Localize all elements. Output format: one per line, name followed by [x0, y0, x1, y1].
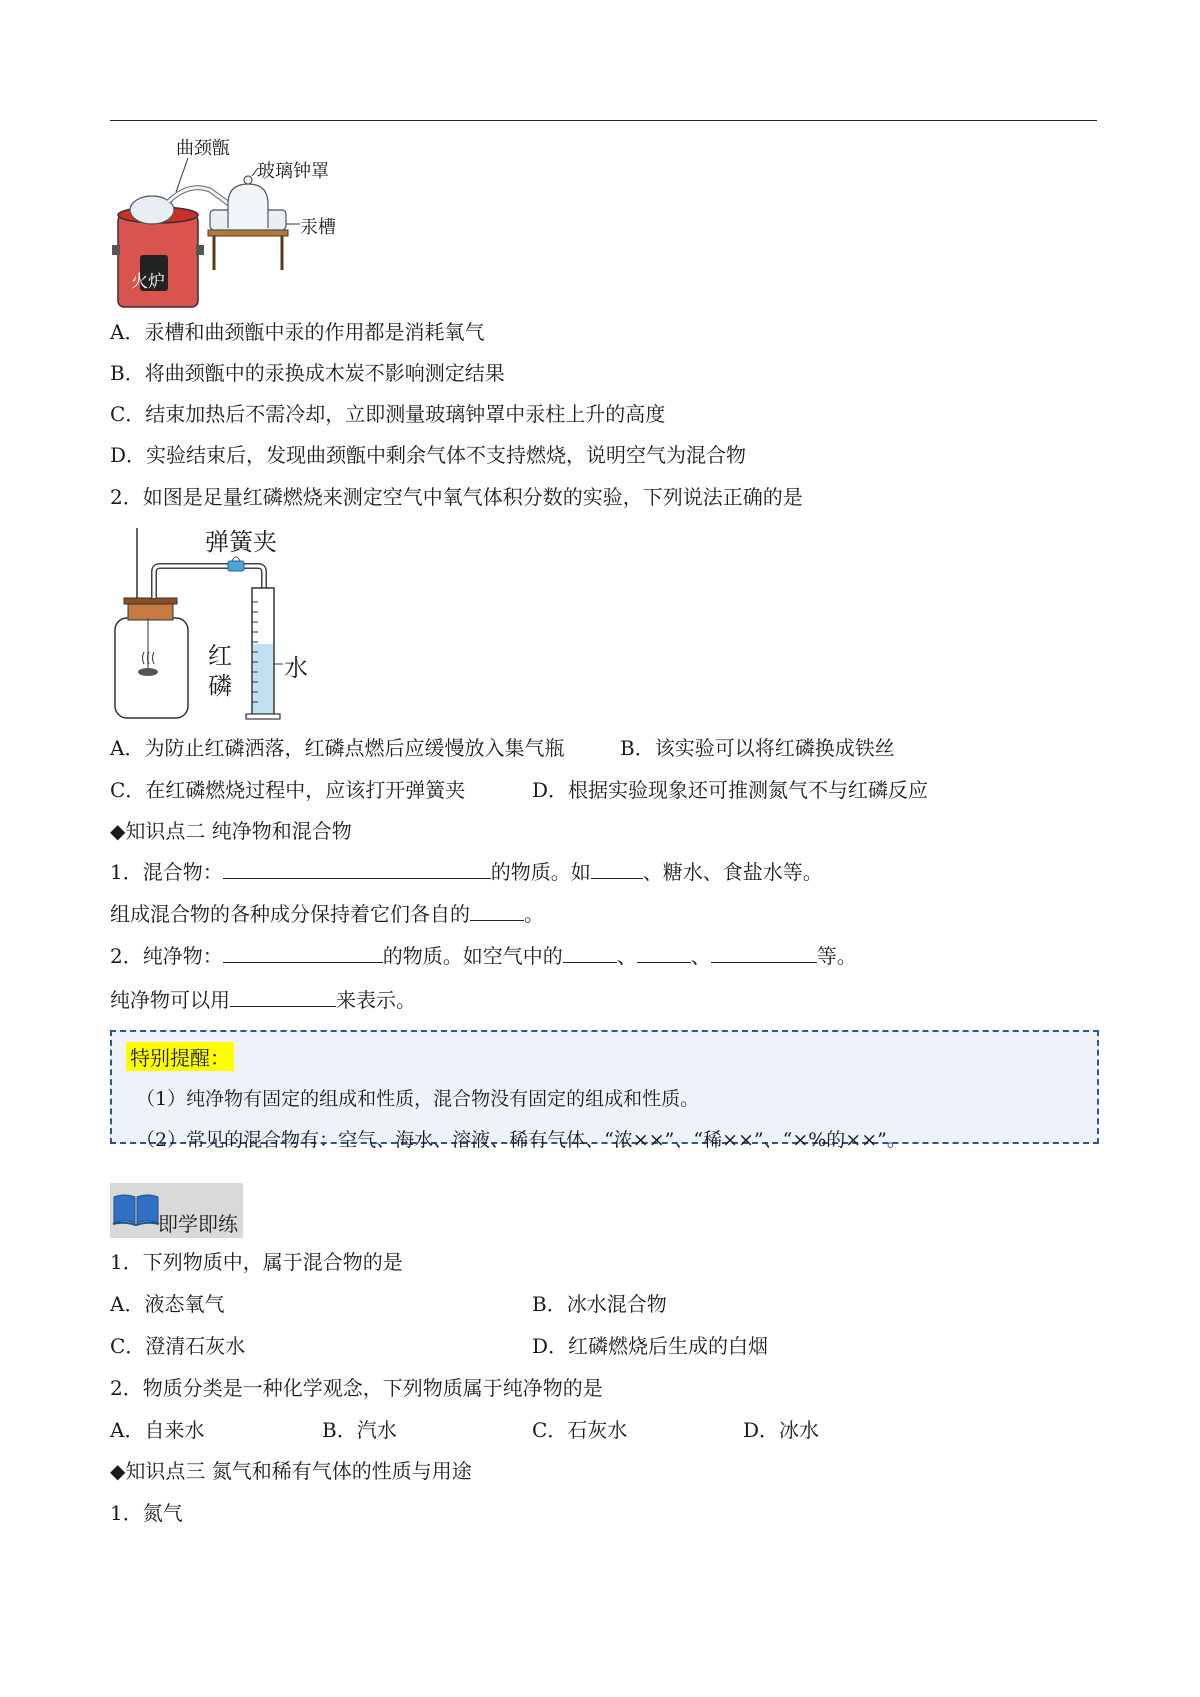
q2-option-d: D．根据实验现象还可推测氮气不与红磷反应 — [532, 778, 929, 802]
mixture-property — [110, 900, 544, 928]
practice-q2-stem: 2．物质分类是一种化学观念，下列物质属于纯净物的是 — [110, 1376, 603, 1400]
q1-option-c: C．结束加热后不需冷却，立即测量玻璃钟罩中汞柱上升的高度 — [110, 402, 666, 426]
pure-notation-prefix: 纯净物可以用 — [110, 988, 230, 1012]
bell-jar-label: 玻璃钟罩 — [257, 161, 329, 182]
special-reminder-box — [110, 1030, 1099, 1151]
practice-q1-option-b: B．冰水混合物 — [532, 1292, 667, 1316]
q1-option-b: B．将曲颈甑中的汞换成木炭不影响测定结果 — [110, 361, 505, 385]
mixture-example-blank[interactable] — [591, 858, 643, 879]
q2-option-b: B．该实验可以将红磷换成铁丝 — [620, 736, 895, 760]
practice-q1-option-c: C．澄清石灰水 — [110, 1334, 246, 1358]
pure-suffix: 等。 — [816, 944, 857, 968]
pure-sep-2: 、 — [690, 944, 711, 968]
mixture-prefix: 1．混合物： — [110, 860, 223, 884]
practice-label: 即学即练 — [158, 1212, 238, 1236]
mixture-property-suffix: 。 — [524, 902, 544, 926]
pure-sep-1: 、 — [616, 944, 637, 968]
lavoisier-apparatus-figure — [110, 140, 350, 310]
q2-option-a: A．为防止红磷洒落，红磷点燃后应缓慢放入集气瓶 — [110, 736, 565, 760]
practice-banner — [110, 1183, 243, 1238]
retort-label: 曲颈甑 — [176, 138, 230, 159]
pure-definition-blank[interactable] — [223, 942, 383, 963]
pure-example-blank-3[interactable] — [711, 942, 817, 963]
q2-stem: 2．如图是足量红磷燃烧来测定空气中氧气体积分数的实验，下列说法正确的是 — [110, 485, 803, 509]
pure-mid: 的物质。如空气中的 — [382, 944, 563, 968]
practice-q2-option-a: A．自来水 — [110, 1418, 205, 1442]
special-reminder-line-1: （1）纯净物有固定的组成和性质，混合物没有固定的组成和性质。 — [136, 1088, 700, 1110]
practice-q2-option-c: C．石灰水 — [532, 1418, 628, 1442]
trough-label: 汞槽 — [300, 217, 336, 238]
special-reminder-line-2: （2）常见的混合物有：空气、海水、溶液、稀有气体、“浓××”、“稀××”、“×%的××”。 — [136, 1129, 906, 1151]
practice-q1-stem: 1．下列物质中，属于混合物的是 — [110, 1250, 403, 1274]
pure-notation-suffix: 来表示。 — [336, 988, 416, 1012]
book-icon — [112, 1191, 160, 1227]
pure-notation-blank[interactable] — [230, 986, 336, 1007]
pure-notation — [110, 986, 416, 1014]
water-label: 水 — [284, 654, 308, 682]
section2-heading: ◆知识点二 纯净物和混合物 — [110, 819, 352, 843]
mixture-property-blank[interactable] — [470, 900, 524, 921]
red-phosphorus-figure — [110, 526, 330, 721]
q2-option-c: C．在红磷燃烧过程中，应该打开弹簧夹 — [110, 778, 466, 802]
clamp-label: 弹簧夹 — [205, 528, 277, 556]
practice-q1-option-a: A．液态氧气 — [110, 1292, 225, 1316]
section3-heading: ◆知识点三 氮气和稀有气体的性质与用途 — [110, 1459, 472, 1483]
practice-q1-option-d: D．红磷燃烧后生成的白烟 — [532, 1334, 769, 1358]
stove-label: 火炉 — [131, 272, 165, 292]
phosphorus-label-1: 红 — [208, 642, 232, 670]
pure-example-blank-2[interactable] — [637, 942, 691, 963]
mixture-definition-blank[interactable] — [223, 858, 491, 879]
mixture-suffix: 、糖水、食盐水等。 — [642, 860, 823, 884]
q1-option-a: A．汞槽和曲颈甑中汞的作用都是消耗氧气 — [110, 320, 485, 344]
pure-prefix: 2．纯净物： — [110, 944, 223, 968]
pure-example-blank-1[interactable] — [563, 942, 617, 963]
header-rule — [110, 120, 1097, 121]
section3-item-nitrogen: 1．氮气 — [110, 1501, 183, 1525]
mixture-definition — [110, 858, 823, 886]
phosphorus-label-2: 磷 — [208, 672, 232, 700]
practice-q2-option-b: B．汽水 — [322, 1418, 397, 1442]
practice-q2-option-d: D．冰水 — [743, 1418, 820, 1442]
mixture-mid: 的物质。如 — [490, 860, 591, 884]
pure-definition — [110, 942, 857, 970]
q1-option-d: D．实验结束后，发现曲颈甑中剩余气体不支持燃烧，说明空气为混合物 — [110, 443, 747, 467]
special-reminder-title: 特别提醒： — [126, 1042, 234, 1071]
mixture-property-prefix: 组成混合物的各种成分保持着它们各自的 — [110, 902, 470, 926]
